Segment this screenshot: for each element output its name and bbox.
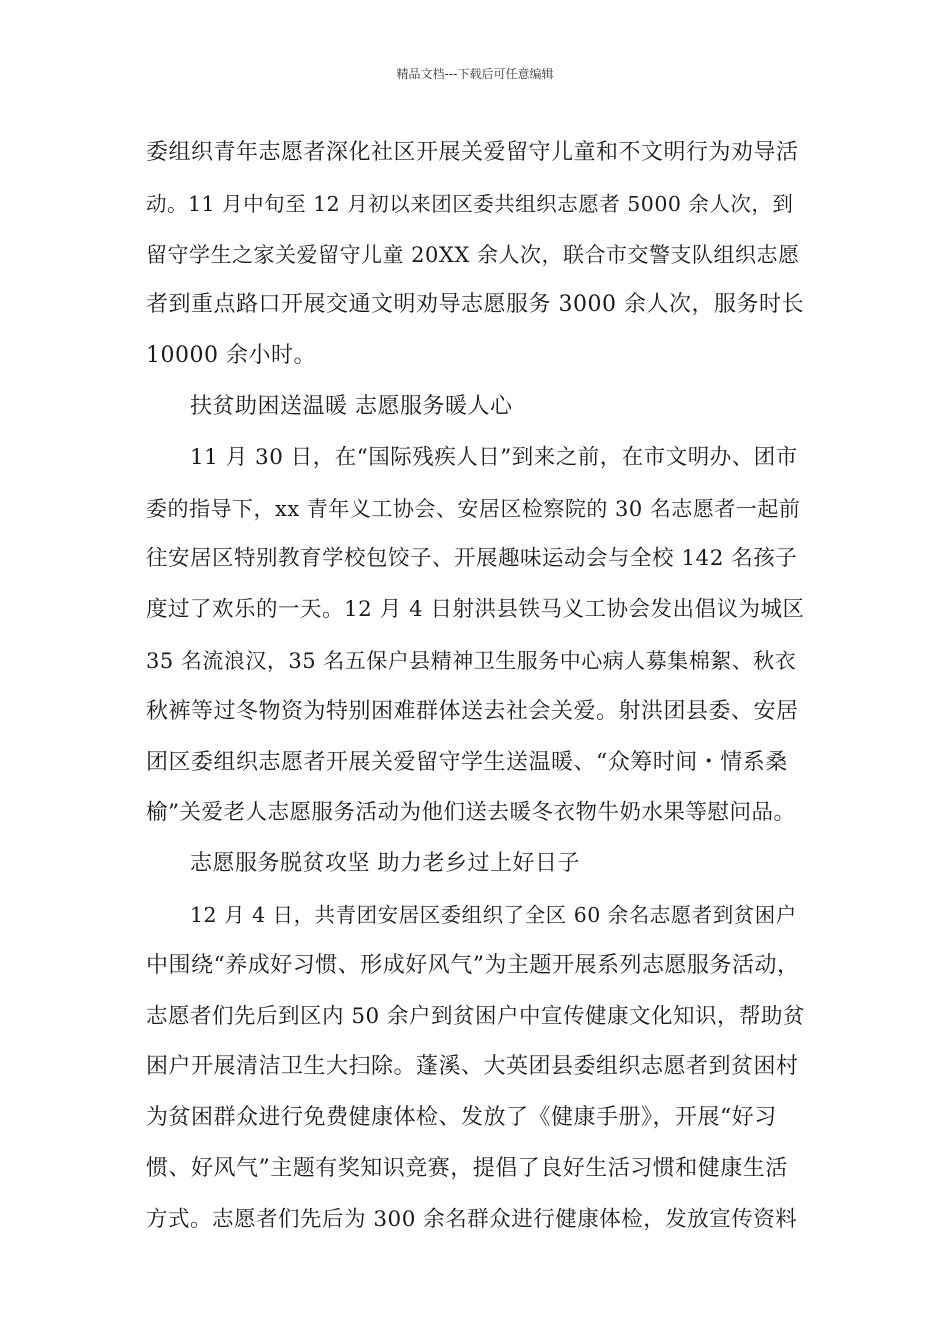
text-line: 10000 余小时。	[146, 343, 316, 369]
text-line: 困户开展清洁卫生大扫除。蓬溪、大英团县委组织志愿者到贫困村	[146, 1054, 799, 1080]
document-body	[146, 132, 806, 1250]
text-line: 度过了欢乐的一天。12 月 4 日射洪县铁马义工协会发出倡议为城区	[146, 597, 805, 623]
text-line: 秋裤等过冬物资为特别困难群体送去社会关爱。射洪团县委、安居	[146, 698, 799, 724]
text-line: 委的指导下，xx 青年义工协会、安居区检察院的 30 名志愿者一起前	[146, 496, 801, 521]
text-line: 为贫困群众进行免费健康体检、发放了《健康手册》，开展“好习	[146, 1105, 777, 1131]
text-line: 委组织青年志愿者深化社区开展关爱留守儿童和不文明行为劝导活	[146, 140, 799, 165]
text-line: 11 月 30 日，在“国际残疾人日”到来之前，在市文明办、团市	[190, 444, 798, 470]
page-header: 精品文档---下载后可任意编辑	[396, 67, 554, 81]
text-line: 方式。志愿者们先后为 300 余名群众进行健康体检，发放宣传资料	[146, 1206, 798, 1232]
text-line: 志愿者们先后到区内 50 余户到贫困户中宣传健康文化知识，帮助贫	[146, 1003, 806, 1029]
text-line: 惯、好风气”主题有奖知识竞赛，提倡了良好生活习惯和健康生活	[146, 1155, 788, 1181]
text-line: 榆”关爱老人志愿服务活动为他们送去暖冬衣物牛奶水果等慰问品。	[146, 800, 796, 826]
text-line: 往安居区特别教育学校包饺子、开展趣味运动会与全校 142 名孩子	[146, 546, 798, 572]
text-line: 者到重点路口开展交通文明劝导志愿服务 3000 余人次，服务时长	[146, 292, 804, 318]
section-heading: 扶贫助困送温暖 志愿服务暖人心	[190, 393, 513, 419]
text-line: 中围绕“养成好习惯、形成好风气”为主题开展系列志愿服务活动，	[146, 952, 800, 978]
text-line: 35 名流浪汉，35 名五保户县精神卫生服务中心病人募集棉絮、秋衣	[146, 648, 797, 673]
section-heading: 志愿服务脱贫攻坚 助力老乡过上好日子	[190, 851, 580, 877]
text-line: 动。11 月中旬至 12 月初以来团区委共组织志愿者 5000 余人次，到	[146, 191, 794, 216]
text-line: 12 月 4 日，共青团安居区委组织了全区 60 余名志愿者到贫困户	[190, 902, 797, 927]
text-line: 团区委组织志愿者开展关爱留守学生送温暖、“众筹时间・情系桑	[146, 749, 788, 775]
text-line: 留守学生之家关爱留守儿童 20XX 余人次，联合市交警支队组织志愿	[146, 242, 800, 267]
